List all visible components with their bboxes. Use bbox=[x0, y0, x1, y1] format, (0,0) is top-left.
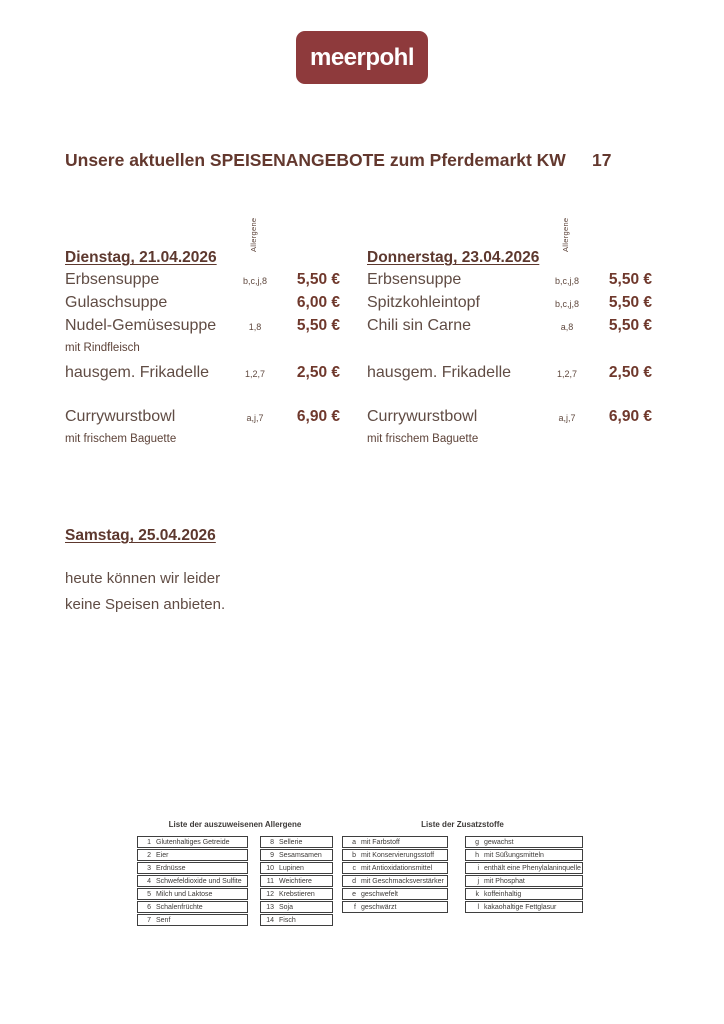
item-name: Spitzkohleintopf bbox=[367, 294, 480, 311]
table-row-code: f bbox=[354, 903, 356, 911]
item-allergen-codes: b,c,j,8 bbox=[242, 276, 267, 286]
table-row bbox=[137, 849, 248, 861]
item-price: 5,50 € bbox=[608, 271, 652, 288]
table-row bbox=[465, 849, 583, 861]
table-row bbox=[260, 901, 333, 913]
table-row-code: 14 bbox=[266, 916, 274, 924]
table-column bbox=[342, 836, 448, 914]
table-row-label: enthält eine Phenylalaninquelle bbox=[484, 864, 581, 872]
table-column bbox=[260, 836, 333, 927]
table-row-label: mit Phosphat bbox=[484, 877, 525, 885]
menu-item bbox=[65, 294, 340, 317]
item-allergen-codes: a,j,7 bbox=[558, 413, 576, 423]
item-name: Nudel-Gemüsesuppe bbox=[65, 317, 217, 334]
table-column bbox=[465, 836, 583, 914]
item-price: 5,50 € bbox=[608, 317, 652, 334]
logo-text: meerpohl bbox=[309, 43, 415, 71]
table-row-label: Fisch bbox=[279, 916, 296, 924]
table-row-label: Sesamsamen bbox=[279, 851, 322, 859]
item-allergen-codes: 1,8 bbox=[248, 322, 262, 332]
table-row-code: 7 bbox=[147, 916, 151, 924]
table-row-code: 8 bbox=[270, 838, 274, 846]
menu-item bbox=[367, 408, 652, 445]
item-note: mit Rindfleisch bbox=[65, 342, 140, 354]
table-row-label: mit Farbstoff bbox=[361, 838, 400, 846]
menu-item bbox=[65, 271, 340, 294]
table-row bbox=[137, 862, 248, 874]
table-row-label: Senf bbox=[156, 916, 171, 924]
menu-item bbox=[65, 408, 340, 445]
table-row-label: mit Antioxidationsmittel bbox=[361, 864, 433, 872]
item-price: 5,50 € bbox=[296, 317, 340, 334]
table-row-code: k bbox=[475, 890, 479, 898]
table-row bbox=[342, 849, 448, 861]
table-row-code: h bbox=[475, 851, 479, 859]
item-name: Currywurstbowl bbox=[367, 408, 478, 425]
table-row bbox=[342, 875, 448, 887]
table-row-label: Schalenfrüchte bbox=[156, 903, 203, 911]
table-row-code: g bbox=[475, 838, 479, 846]
table-row-code: 13 bbox=[266, 903, 274, 911]
table-row-code: l bbox=[477, 903, 479, 911]
item-name: hausgem. Frikadelle bbox=[65, 364, 210, 381]
item-price: 6,90 € bbox=[608, 408, 652, 425]
day-heading: Donnerstag, 23.04.2026 bbox=[367, 249, 540, 266]
table-row-label: Sellerie bbox=[279, 838, 303, 846]
table-row-code: 5 bbox=[147, 890, 151, 898]
item-allergen-codes: 1,2,7 bbox=[244, 369, 266, 379]
item-allergen-codes: 1,2,7 bbox=[556, 369, 578, 379]
page-title: Unsere aktuellen SPEISENANGEBOTE zum Pferdemarkt KW bbox=[65, 150, 566, 170]
item-name: Gulaschsuppe bbox=[65, 294, 168, 311]
table-row-code: a bbox=[352, 838, 356, 846]
table-title: Liste der auszuweisenen Allergene bbox=[168, 820, 302, 829]
item-note: mit frischem Baguette bbox=[367, 433, 479, 445]
closed-day-line: heute können wir leider bbox=[65, 570, 221, 587]
week-number: 17 bbox=[592, 150, 612, 170]
table-row bbox=[465, 875, 583, 887]
table-row-label: kakaohaltige Fettglasur bbox=[484, 903, 557, 911]
table-row-code: c bbox=[352, 864, 356, 872]
closed-day-text bbox=[65, 566, 225, 618]
table-row-label: mit Geschmacksverstärker bbox=[361, 877, 444, 885]
table-row-code: 12 bbox=[266, 890, 274, 898]
table-row bbox=[137, 836, 248, 848]
table-row bbox=[342, 888, 448, 900]
menu-item bbox=[367, 294, 652, 317]
item-allergen-codes: b,c,j,8 bbox=[554, 299, 579, 309]
day-heading: Dienstag, 21.04.2026 bbox=[65, 249, 217, 266]
table-title: Liste der Zusatzstoffe bbox=[421, 820, 504, 829]
table-row-code: j bbox=[477, 877, 479, 885]
item-note: mit frischem Baguette bbox=[65, 433, 177, 445]
closed-day-heading: Samstag, 25.04.2026 bbox=[65, 527, 216, 544]
table-row-code: b bbox=[352, 851, 356, 859]
menu-item bbox=[367, 317, 652, 340]
item-name: hausgem. Frikadelle bbox=[367, 364, 512, 381]
allergens-reference-table bbox=[137, 820, 333, 927]
table-row-label: gewachst bbox=[484, 838, 514, 846]
table-row-label: Eier bbox=[156, 851, 169, 859]
table-row bbox=[342, 901, 448, 913]
item-name: Chili sin Carne bbox=[367, 317, 472, 334]
table-row bbox=[465, 888, 583, 900]
closed-day-section bbox=[65, 527, 225, 618]
closed-day-line: keine Speisen anbieten. bbox=[65, 596, 226, 613]
table-row bbox=[137, 875, 248, 887]
menu-item bbox=[65, 364, 340, 387]
table-row bbox=[137, 901, 248, 913]
table-row bbox=[465, 862, 583, 874]
table-row-label: Erdnüsse bbox=[156, 864, 186, 872]
table-row bbox=[137, 914, 248, 926]
item-price: 6,00 € bbox=[296, 294, 340, 311]
table-row bbox=[342, 862, 448, 874]
table-row-label: Weichtiere bbox=[279, 877, 312, 885]
menu-item bbox=[65, 317, 340, 354]
table-row-code: 1 bbox=[147, 838, 151, 846]
item-price: 2,50 € bbox=[296, 364, 340, 381]
table-row-code: 6 bbox=[147, 903, 151, 911]
table-row-label: mit Süßungsmitteln bbox=[484, 851, 544, 859]
meerpohl-logo bbox=[296, 31, 428, 84]
table-row bbox=[260, 862, 333, 874]
table-row bbox=[137, 888, 248, 900]
table-row bbox=[342, 836, 448, 848]
item-name: Erbsensuppe bbox=[367, 271, 462, 288]
table-row-label: Schwefeldioxide und Sulfite bbox=[156, 877, 242, 885]
item-price: 5,50 € bbox=[608, 294, 652, 311]
table-row-code: 11 bbox=[266, 877, 274, 885]
item-name: Erbsensuppe bbox=[65, 271, 160, 288]
item-name: Currywurstbowl bbox=[65, 408, 176, 425]
item-price: 5,50 € bbox=[296, 271, 340, 288]
table-row bbox=[260, 875, 333, 887]
allergens-column-header: Allergene bbox=[249, 217, 258, 252]
table-row-code: 4 bbox=[147, 877, 151, 885]
table-row-label: Milch und Laktose bbox=[156, 890, 213, 898]
table-row-label: koffeinhaltig bbox=[484, 890, 522, 898]
table-row-label: Glutenhaltiges Getreide bbox=[156, 838, 230, 846]
table-row-code: d bbox=[352, 877, 356, 885]
item-allergen-codes: a,j,7 bbox=[246, 413, 264, 423]
item-allergen-codes: b,c,j,8 bbox=[554, 276, 579, 286]
table-row bbox=[260, 914, 333, 926]
menu-item bbox=[367, 271, 652, 294]
table-row-label: geschwefelt bbox=[361, 890, 398, 898]
table-row bbox=[260, 849, 333, 861]
table-column bbox=[137, 836, 248, 927]
table-row-code: 10 bbox=[266, 864, 274, 872]
table-row-code: i bbox=[477, 864, 479, 872]
day-column bbox=[367, 217, 652, 482]
table-row bbox=[260, 836, 333, 848]
table-row-label: Soja bbox=[279, 903, 294, 911]
table-row-code: 3 bbox=[147, 864, 151, 872]
item-price: 6,90 € bbox=[296, 408, 340, 425]
day-column bbox=[65, 217, 340, 482]
menu-item bbox=[367, 364, 652, 387]
additives-reference-table bbox=[342, 820, 583, 914]
item-allergen-codes: a,8 bbox=[560, 322, 574, 332]
table-row-code: 9 bbox=[270, 851, 274, 859]
table-row-label: Krebstieren bbox=[279, 890, 315, 898]
table-row bbox=[465, 901, 583, 913]
table-row bbox=[260, 888, 333, 900]
table-row-code: e bbox=[352, 890, 356, 898]
table-row-label: mit Konservierungsstoff bbox=[361, 851, 435, 859]
allergens-column-header: Allergene bbox=[561, 217, 570, 252]
table-row-label: geschwärzt bbox=[361, 903, 397, 911]
table-row-code: 2 bbox=[147, 851, 151, 859]
table-row bbox=[465, 836, 583, 848]
item-price: 2,50 € bbox=[608, 364, 652, 381]
table-row-label: Lupinen bbox=[279, 864, 304, 872]
